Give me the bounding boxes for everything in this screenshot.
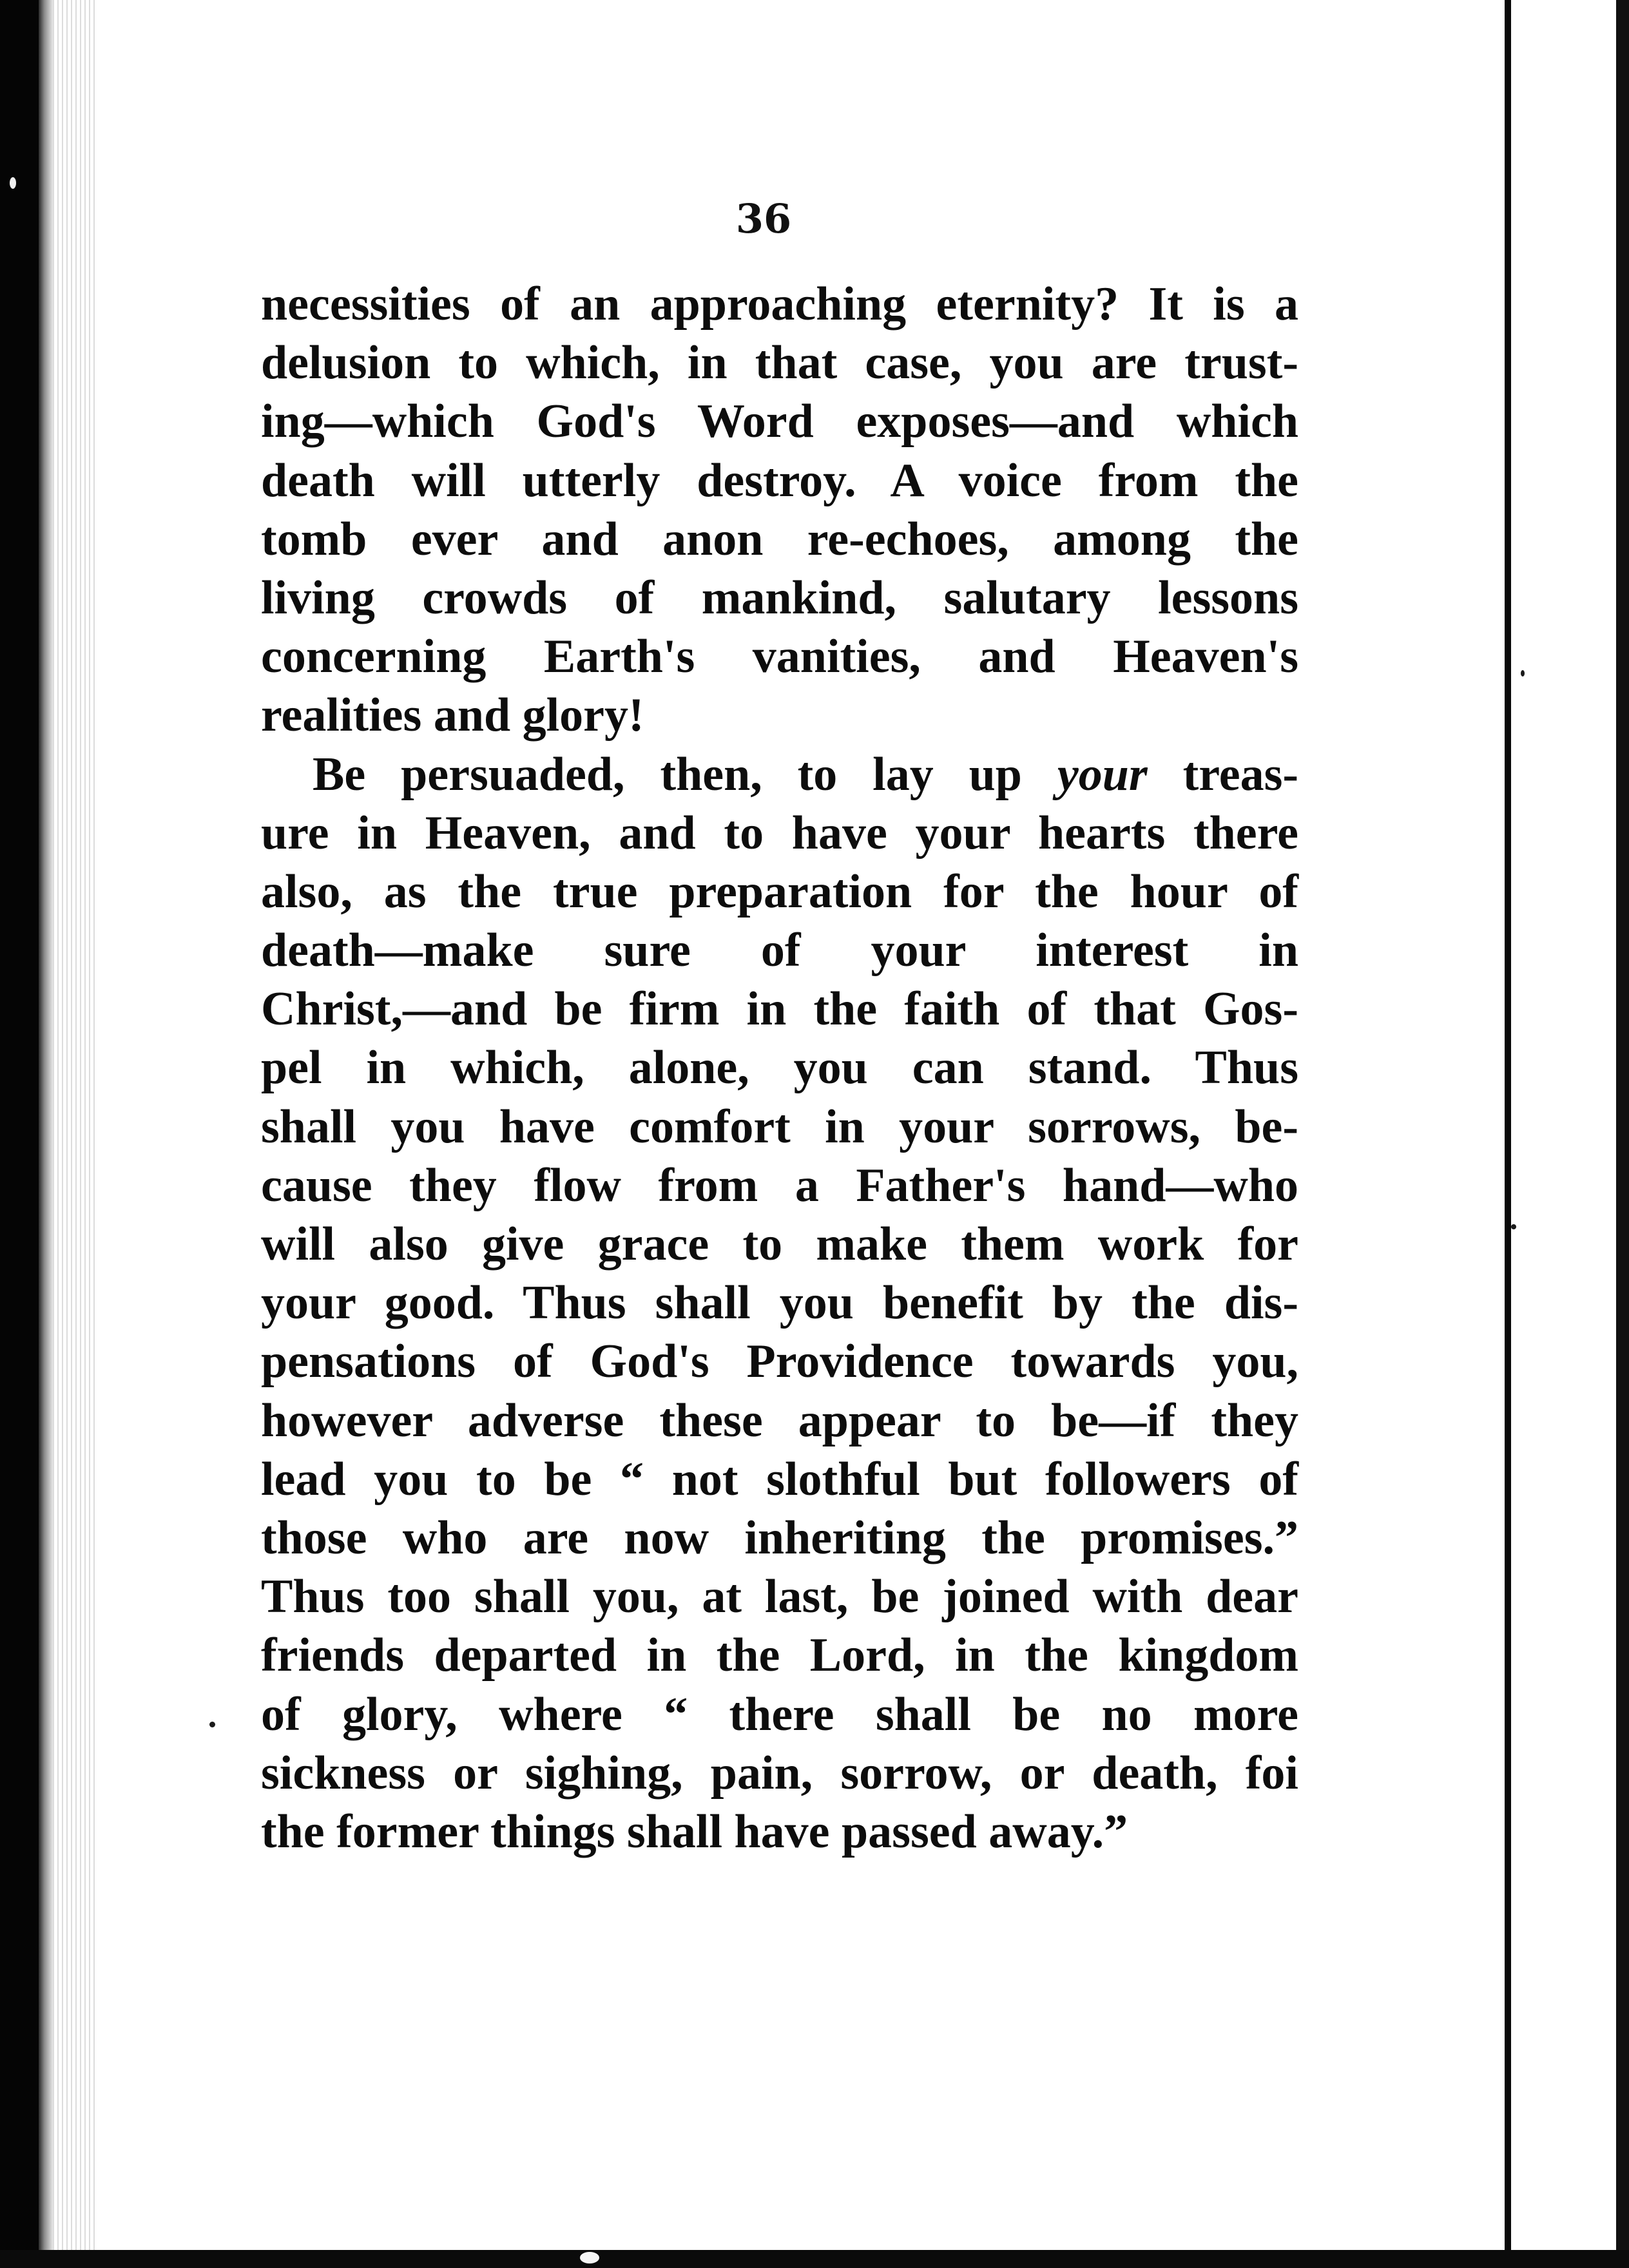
text-line: those who are now inheriting the promises.” (261, 1511, 1298, 1564)
text-line: sickness or sighing, pain, sorrow, or death, foi (261, 1746, 1298, 1800)
scan-left-shadow (39, 0, 53, 2268)
scan-bottom-border (0, 2250, 1629, 2268)
text-line: necessities of an approaching eternity? It is a (261, 278, 1298, 331)
paragraph-1 (261, 275, 1298, 745)
text-line: shall you have comfort in your sorrows, be- (261, 1100, 1298, 1153)
text-line: your good. Thus shall you benefit by the dis- (261, 1276, 1298, 1330)
scan-speck (1521, 670, 1525, 677)
emphasis-text: your (1057, 747, 1148, 801)
paragraph-2 (261, 745, 1298, 1862)
text-line: ure in Heaven, and to have your hearts there (261, 806, 1298, 860)
text-line: the former things shall have passed away.” (261, 1805, 1128, 1858)
text-line: pensations of God's Providence towards you, (261, 1335, 1298, 1389)
scan-right-border (1505, 0, 1511, 2268)
text-line: living crowds of mankind, salutary lessons (261, 571, 1298, 624)
scan-speck (1511, 1224, 1516, 1229)
text-line: however adverse these appear to be—if they (261, 1394, 1298, 1447)
text-line: Thus too shall you, at last, be joined with dear (261, 1570, 1298, 1624)
scan-speck (209, 1722, 215, 1727)
text-line: delusion to which, in that case, you are trust- (261, 336, 1298, 390)
text-line: pel in which, alone, you can stand. Thus (261, 1041, 1298, 1095)
text-line: ing—which God's Word exposes—and which (261, 395, 1298, 448)
text-line: cause they flow from a Father's hand—who (261, 1158, 1298, 1212)
text-run: Be persuaded, then, to lay up (313, 747, 1057, 801)
text-line: tomb ever and anon re-echoes, among the (261, 512, 1298, 566)
text-line: will also give grace to make them work for (261, 1218, 1298, 1271)
text-line: concerning Earth's vanities, and Heaven's (261, 630, 1298, 684)
scan-left-border (0, 0, 39, 2268)
text-line-first (261, 745, 1298, 804)
book-binding-edge (53, 0, 98, 2268)
text-line: lead you to be “ not slothful but followers of (261, 1452, 1298, 1506)
scan-speck (10, 177, 16, 189)
text-line: realities and glory! (261, 689, 644, 742)
scan-far-right-border (1616, 0, 1629, 2268)
text-line: also, as the true preparation for the hour of (261, 865, 1298, 918)
text-line: Christ,—and be firm in the faith of that Gos- (261, 983, 1298, 1036)
text-line: of glory, where “ there shall be no more (261, 1687, 1298, 1741)
page-number: 36 (735, 195, 792, 242)
text-run: treas- (1147, 747, 1299, 801)
scan-right-margin (1511, 0, 1629, 2268)
scan-speck (580, 2252, 599, 2263)
text-line: friends departed in the Lord, in the kingdom (261, 1629, 1298, 1682)
body-text (261, 275, 1298, 1861)
text-line: death—make sure of your interest in (261, 924, 1298, 977)
text-line: death will utterly destroy. A voice from the (261, 454, 1298, 507)
